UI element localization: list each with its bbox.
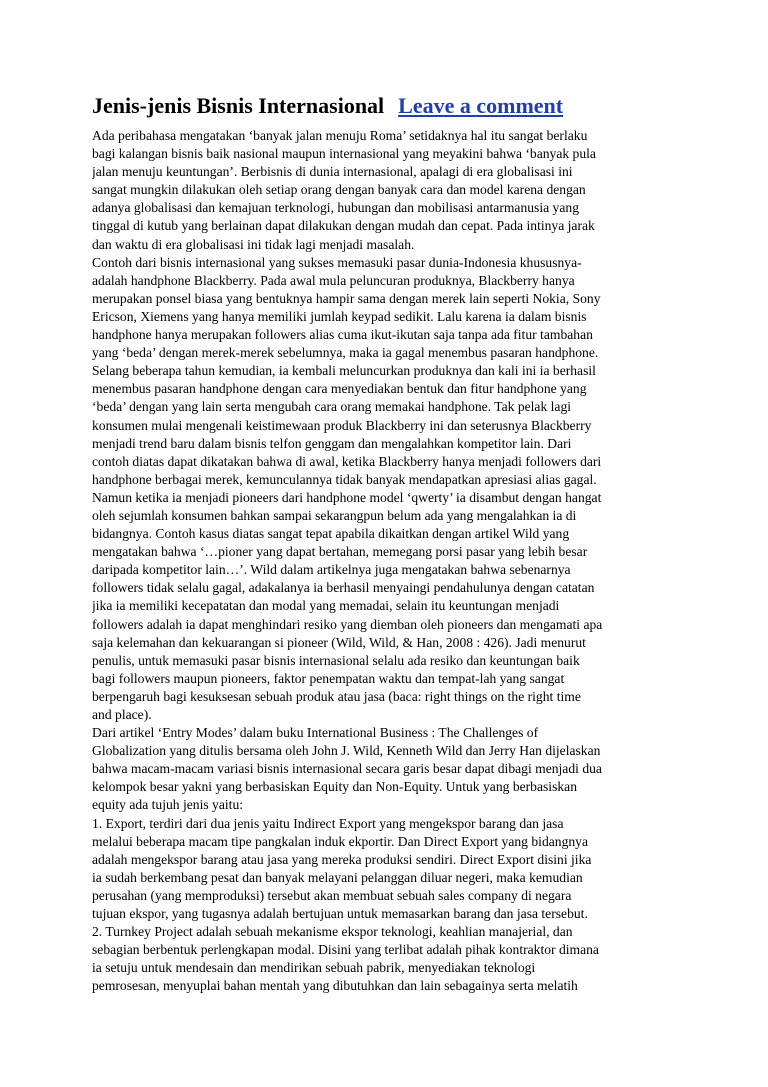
text-line: equity ada tujuh jenis yaitu: (92, 797, 244, 813)
text-line: bagi kalangan bisnis baik nasional maupun internasional yang meyakini bahwa ‘banyak pula (92, 146, 596, 162)
text-line: Selang beberapa tahun kemudian, ia kembali meluncurkan produknya dan kali ini ia berhasil (92, 363, 596, 379)
text-line: adalah handphone Blackberry. Pada awal mula peluncuran produknya, Blackberry hanya (92, 272, 575, 288)
text-line: Globalization yang ditulis bersama oleh John J. Wild, Kenneth Wild dan Jerry Han dijelaskan (92, 743, 601, 759)
text-line: contoh diatas dapat dikatakan bahwa di awal, ketika Blackberry hanya menjadi followers dari (92, 453, 602, 469)
text-line: ia setuju untuk mendesain dan mendirikan sebuah pabrik, menyediakan teknologi (92, 960, 536, 976)
text-line: sebagian berbentuk perlengkapan modal. Disini yang terlibat adalah pihak kontraktor dimana (92, 942, 599, 958)
title-text: Jenis-jenis Bisnis Internasional (92, 93, 385, 118)
text-line: adanya globalisasi dan kemajuan terknologi, hubungan dan mobilisasi antarmanusia yang (92, 200, 579, 216)
text-line: followers tidak selalu gagal, adakalanya ia berhasil menyaingi pendahulunya dengan catatan (92, 580, 595, 596)
leave-comment-link[interactable]: Leave a comment (398, 93, 564, 118)
text-line: perusahan (yang memproduksi) tersebut akan membuat sebuah sales company di negara (92, 887, 572, 903)
text-line: followers adalah ia dapat menghindari resiko yang diemban oleh pioneers dan mengamati apa (92, 616, 603, 632)
text-line: Ericson, Xiemens yang hanya memiliki jumlah keypad sedikit. Lalu karena ia dalam bisnis (92, 308, 587, 324)
text-line: Ada peribahasa mengatakan ‘banyak jalan menuju Roma’ setidaknya hal itu sangat berlaku (92, 128, 588, 143)
text-line: bidangnya. Contoh kasus diatas sangat tepat apabila dikaitkan dengan artikel Wild yang (92, 526, 570, 542)
text-line: dan waktu di era globalisasi ini tidak lagi menjadi masalah. (92, 236, 415, 252)
text-line: kelompok besar yakni yang berbasiskan Equity dan Non-Equity. Untuk yang berbasiskan (92, 779, 577, 795)
text-line: konsumen mulai mengenali keistimewaan produk Blackberry ini dan seterusnya Blackberry (92, 417, 592, 433)
text-line: pemrosesan, menyuplai bahan mentah yang dibutuhkan dan lain sebagainya serta melatih (92, 978, 578, 994)
text-line: bagi followers maupun pioneers, faktor penempatan waktu dan tempat-lah yang sangat (92, 670, 565, 686)
text-line: mengatakan bahwa ‘…pioner yang dapat bertahan, memegang porsi pasar yang lebih besar (92, 544, 588, 560)
text-line: yang ‘beda’ dengan merek-merek sebelumnya, maka ia gagal menembus pasaran handphone. (92, 345, 599, 361)
text-line: Namun ketika ia menjadi pioneers dari handphone model ‘qwerty’ ia disambut dengan hangat (92, 489, 602, 505)
page-title (92, 92, 692, 120)
text-line: 1. Export, terdiri dari dua jenis yaitu Indirect Export yang mengekspor barang dan jasa (92, 815, 564, 831)
article-body (92, 127, 692, 996)
text-line: bahwa macam-macam variasi bisnis internasional secara garis besar dapat dibagi menjadi dua (92, 761, 602, 777)
text-line: Dari artikel ‘Entry Modes’ dalam buku International Business : The Challenges of (92, 725, 539, 741)
text-line: handphone berbagai merek, kemunculannya tidak banyak mendapatkan apresiasi alias gagal. (92, 471, 597, 487)
text-line: and place). (92, 707, 152, 722)
text-line: menembus pasaran handphone dengan cara menyediakan bentuk dan fitur handphone yang (92, 381, 587, 397)
text-line: sangat mungkin dilakukan oleh setiap orang dengan banyak cara dan model karena dengan (92, 182, 586, 198)
text-line: menjadi trend baru dalam bisnis telfon genggam dan mengalahkan kompetitor lain. Dari (92, 435, 572, 451)
text-line: adalah mengekspor barang atau jasa yang mereka produksi sendiri. Direct Export disini jika (92, 851, 592, 867)
text-line: melalui beberapa macam tipe pangkalan induk ekportir. Dan Direct Export yang bidangnya (92, 833, 588, 849)
text-line: penulis, untuk memasuki pasar bisnis internasional selalu ada resiko dan keuntungan baik (92, 652, 580, 668)
text-line: daripada kompetitor lain…’. Wild dalam artikelnya juga mengatakan bahwa sebenarnya (92, 562, 571, 578)
text-line: berpengaruh bagi kesuksesan sebuah produk atau jasa (baca: right things on the right time (92, 688, 581, 704)
text-line: oleh sejumlah konsumen bahkan sampai sekarangpun belum ada yang mengalahkan ia di (92, 507, 577, 523)
text-line: jalan menuju keuntungan’. Berbisnis di dunia internasional, apalagi di era globalisasi ini (92, 164, 573, 180)
text-line: Contoh dari bisnis internasional yang sukses memasuki pasar dunia-Indonesia khususnya- (92, 254, 582, 270)
text-line: ‘beda’ dengan yang lain serta mengubah cara orang memakai handphone. Tak pelak lagi (92, 399, 572, 415)
text-line: tinggal di kutub yang berlainan dapat dilakukan dengan mudah dan cepat. Pada intinya jarak (92, 218, 595, 234)
text-line: handphone hanya merupakan followers alias cuma ikut-ikutan saja tanpa ada fitur tambahan (92, 327, 593, 343)
text-line: saja kelemahan dan kekuarangan si pioneer (Wild, Wild, & Han, 2008 : 426). Jadi menurut (92, 634, 586, 650)
text-line: ia sudah berkembang pesat dan banyak melayani pelanggan diluar negeri, maka kemudian (92, 869, 583, 885)
text-line: 2. Turnkey Project adalah sebuah mekanisme ekspor teknologi, keahlian manajerial, dan (92, 924, 573, 940)
text-line: jika ia memiliki kecepatatan dan modal yang memadai, selain itu keuntungan menjadi (92, 598, 560, 614)
text-line: merupakan ponsel biasa yang bentuknya hampir sama dengan merek lain seperti Nokia, Sony (92, 290, 601, 306)
text-line: tujuan ekspor, yang tugasnya adalah bertujuan untuk memasarkan barang dan jasa tersebut. (92, 906, 588, 922)
